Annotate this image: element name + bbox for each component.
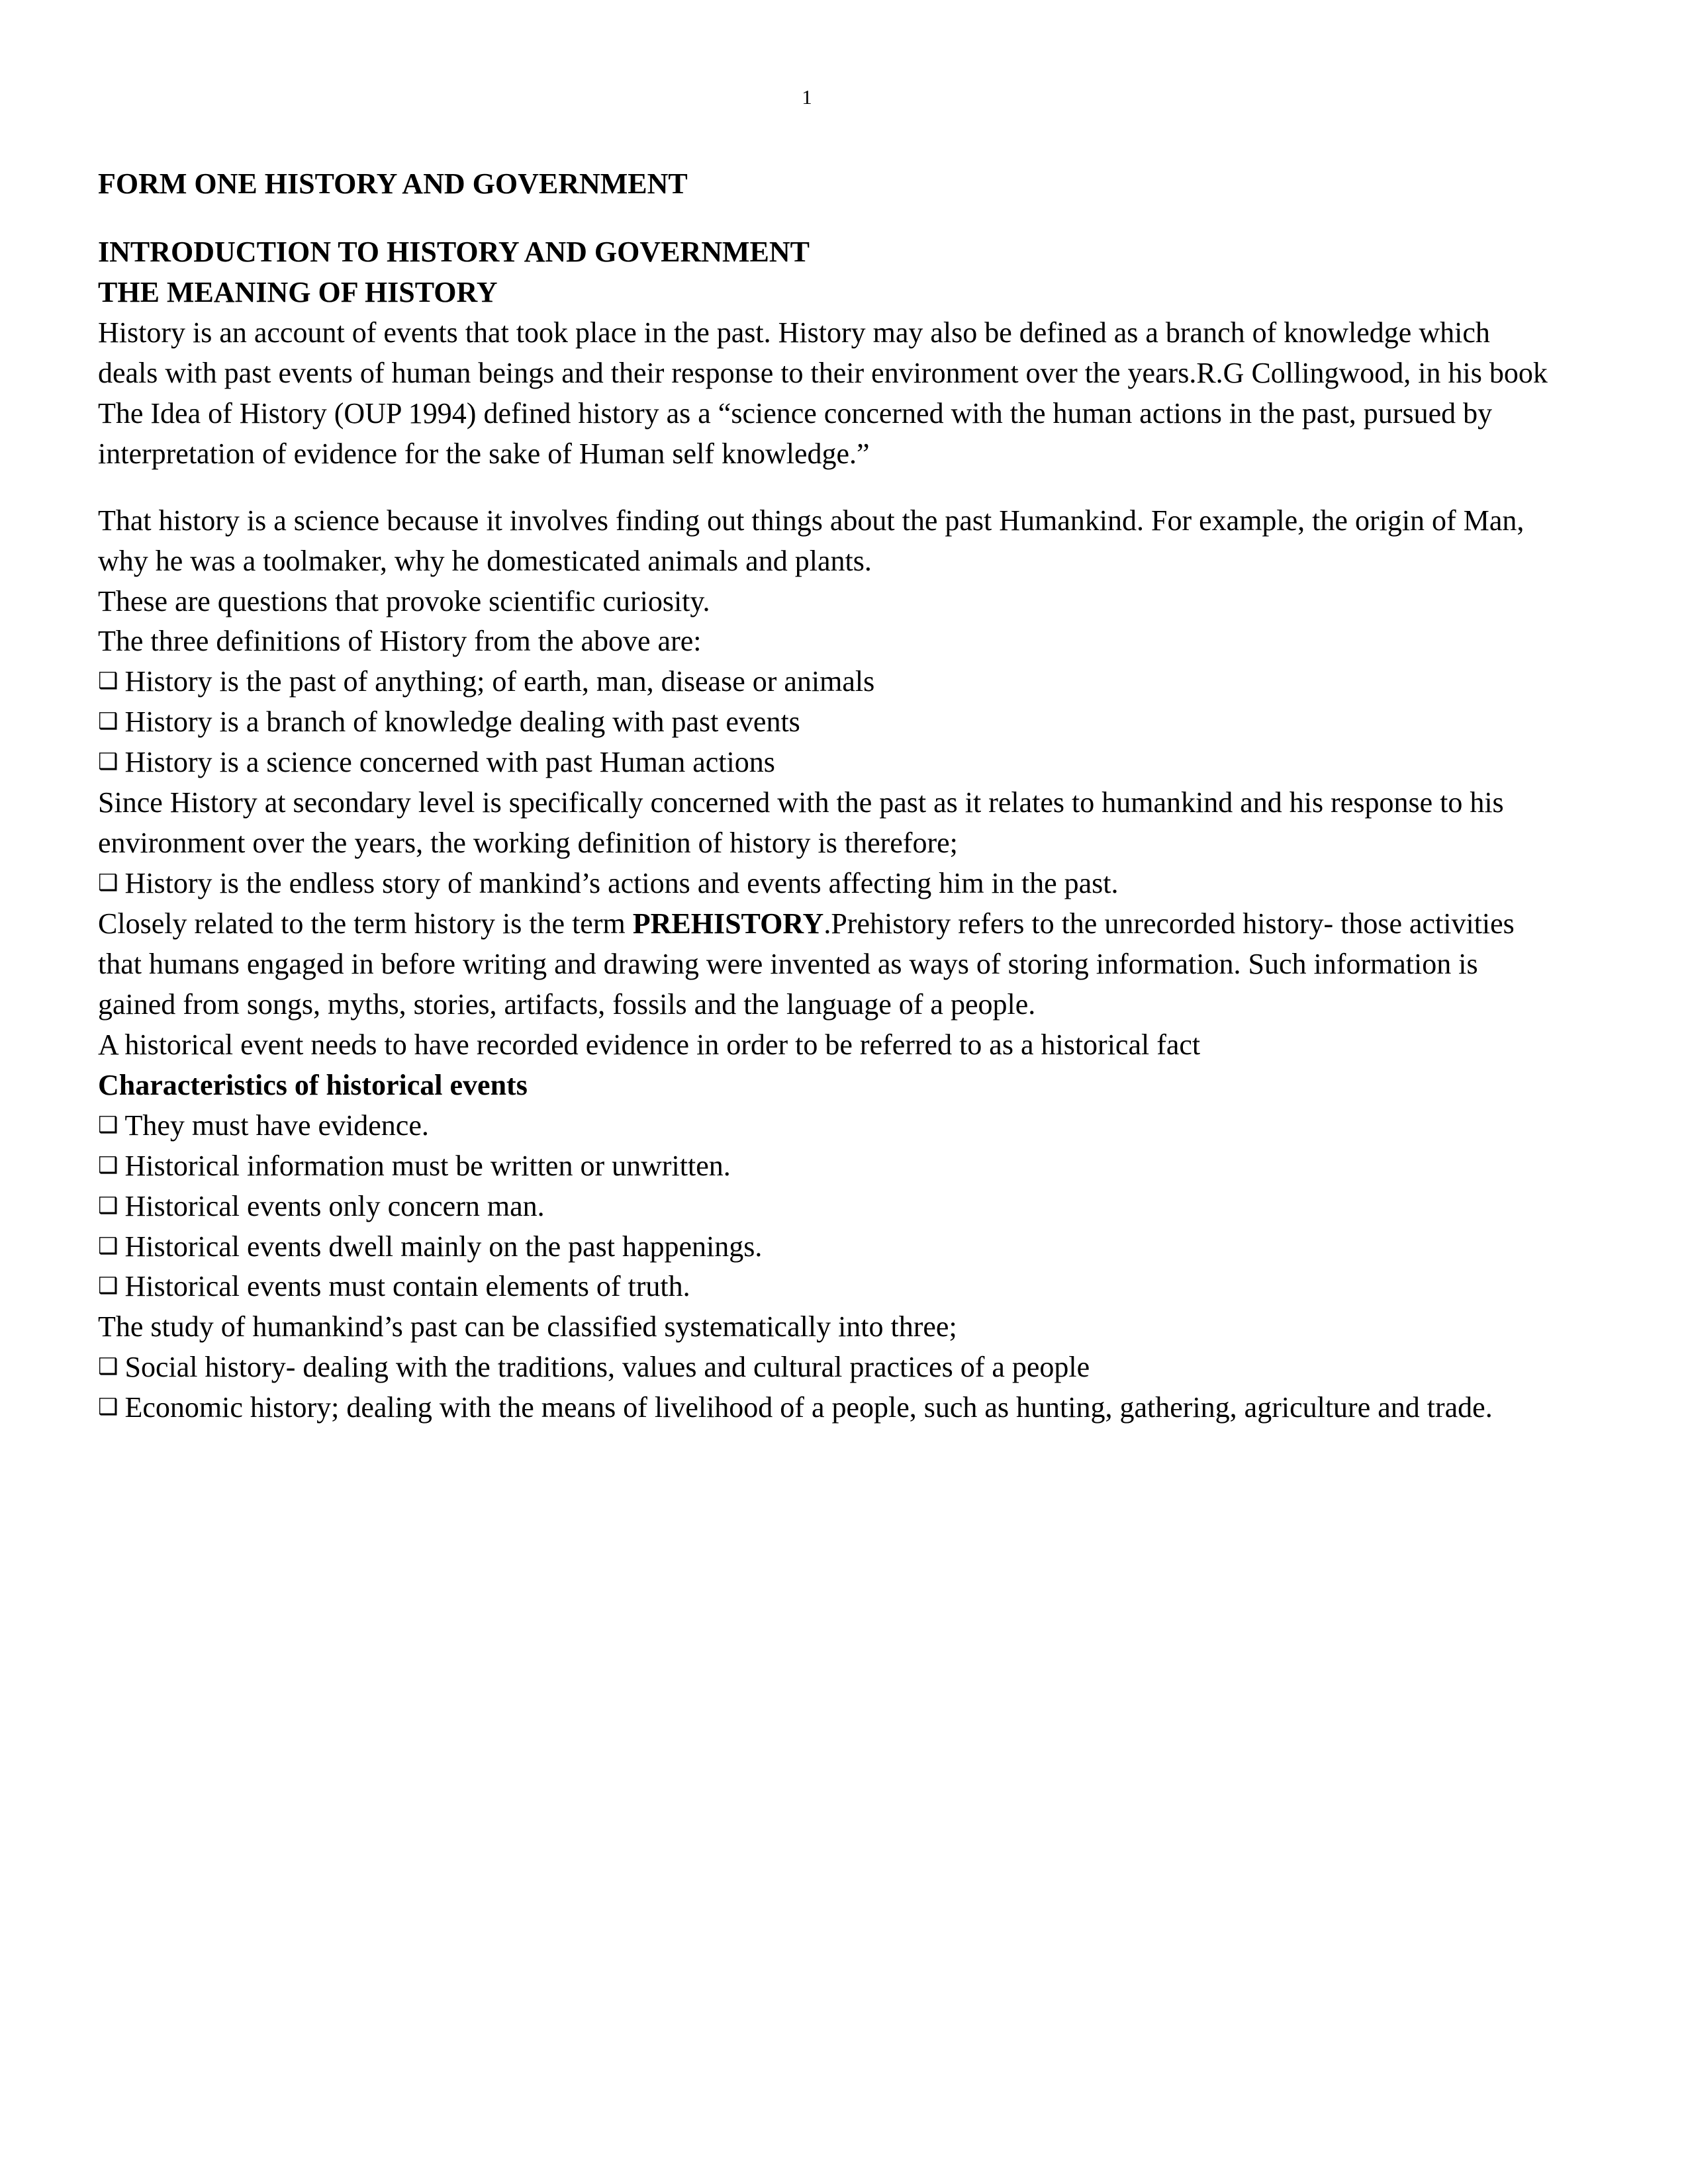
list-item	[98, 1227, 1556, 1267]
checkbox-icon: ❑	[98, 1192, 118, 1219]
list-item-label: Social history- dealing with the traditions, values and cultural practices of a people	[124, 1351, 1090, 1384]
page-number: 1	[802, 85, 812, 109]
spacer	[98, 205, 1556, 232]
list-item	[98, 864, 1556, 904]
section-heading-meaning-of-history: THE MEANING OF HISTORY	[98, 275, 498, 308]
checkbox-icon: ❑	[98, 1394, 118, 1421]
list-item-label: Historical events dwell mainly on the past happenings.	[124, 1230, 763, 1263]
list-item-label: History is a science concerned with past Human actions	[124, 746, 775, 779]
paragraph-historical-fact: A historical event needs to have recorded evidence in order to be referred to as a historical fact	[98, 1028, 1201, 1061]
list-item-label: Economic history; dealing with the means of livelihood of a people, such as hunting, gathering, agriculture and trade.	[124, 1391, 1493, 1424]
paragraph-classification-intro: The study of humankind’s past can be classified systematically into three;	[98, 1310, 957, 1343]
checkbox-icon: ❑	[98, 749, 118, 776]
list-item	[98, 702, 1556, 743]
list-item	[98, 1187, 1556, 1227]
paragraph-history-as-science: That history is a science because it involves finding out things about the past Humankind. For example, the origin of Man, why he was a toolmaker, why he domesticated animals and plants.	[98, 504, 1524, 577]
list-item	[98, 1267, 1556, 1307]
paragraph-definition-of-history: History is an account of events that took place in the past. History may also be defined as a branch of knowledge which deals with past events of human beings and their response to their environment over the years.R.G Collingwood, in his book The Idea of History (OUP 1994) defined history as a “science concerned with the human actions in the past, pursued by interpretation of evidence for the sake of Human self knowledge.”	[98, 316, 1548, 470]
list-item-label: Historical information must be written or unwritten.	[124, 1149, 731, 1182]
list-item	[98, 743, 1556, 783]
checkbox-icon: ❑	[98, 1232, 118, 1259]
checkbox-icon: ❑	[98, 870, 118, 897]
paragraph-prehistory	[98, 904, 1556, 1025]
list-item-label: History is the past of anything; of earth, man, disease or animals	[124, 665, 875, 698]
document-title: FORM ONE HISTORY AND GOVERNMENT	[98, 167, 688, 201]
checkbox-icon: ❑	[98, 1111, 118, 1138]
list-item-label: Historical events must contain elements of truth.	[124, 1270, 690, 1303]
list-item	[98, 662, 1556, 702]
list-item	[98, 1106, 1556, 1146]
section-heading-characteristics: Characteristics of historical events	[98, 1068, 528, 1101]
paragraph-three-definitions-intro: The three definitions of History from the above are:	[98, 625, 702, 658]
list-item-label: History is the endless story of mankind’s actions and events affecting him in the past.	[124, 867, 1119, 900]
checkbox-icon: ❑	[98, 708, 118, 735]
document-body	[98, 164, 1556, 1428]
list-item-label: History is a branch of knowledge dealing with past events	[124, 705, 800, 739]
checkbox-icon: ❑	[98, 1273, 118, 1300]
list-item	[98, 1347, 1556, 1388]
prehistory-term: PREHISTORY	[632, 907, 824, 940]
paragraph-working-definition-intro: Since History at secondary level is specifically concerned with the past as it relates to humankind and his response to his environment over the years, the working definition of history is therefore;	[98, 786, 1504, 860]
list-item-label: They must have evidence.	[124, 1109, 429, 1142]
list-item	[98, 1388, 1556, 1428]
checkbox-icon: ❑	[98, 1152, 118, 1179]
prehistory-rest-text: .Prehistory refers to the unrecorded history- those activities that humans engaged in before writing and drawing were invented as ways of storing information. Such information is gained from songs, myths, stories, artifacts, fossils and the language of a people.	[98, 907, 1515, 1021]
spacer	[98, 475, 1556, 501]
list-item	[98, 1146, 1556, 1187]
paragraph-scientific-curiosity: These are questions that provoke scientific curiosity.	[98, 584, 710, 617]
checkbox-icon: ❑	[98, 668, 118, 695]
section-heading-introduction: INTRODUCTION TO HISTORY AND GOVERNMENT	[98, 236, 810, 269]
checkbox-icon: ❑	[98, 1353, 118, 1381]
prehistory-lead-text: Closely related to the term history is the term	[98, 907, 633, 940]
list-item-label: Historical events only concern man.	[124, 1189, 545, 1222]
